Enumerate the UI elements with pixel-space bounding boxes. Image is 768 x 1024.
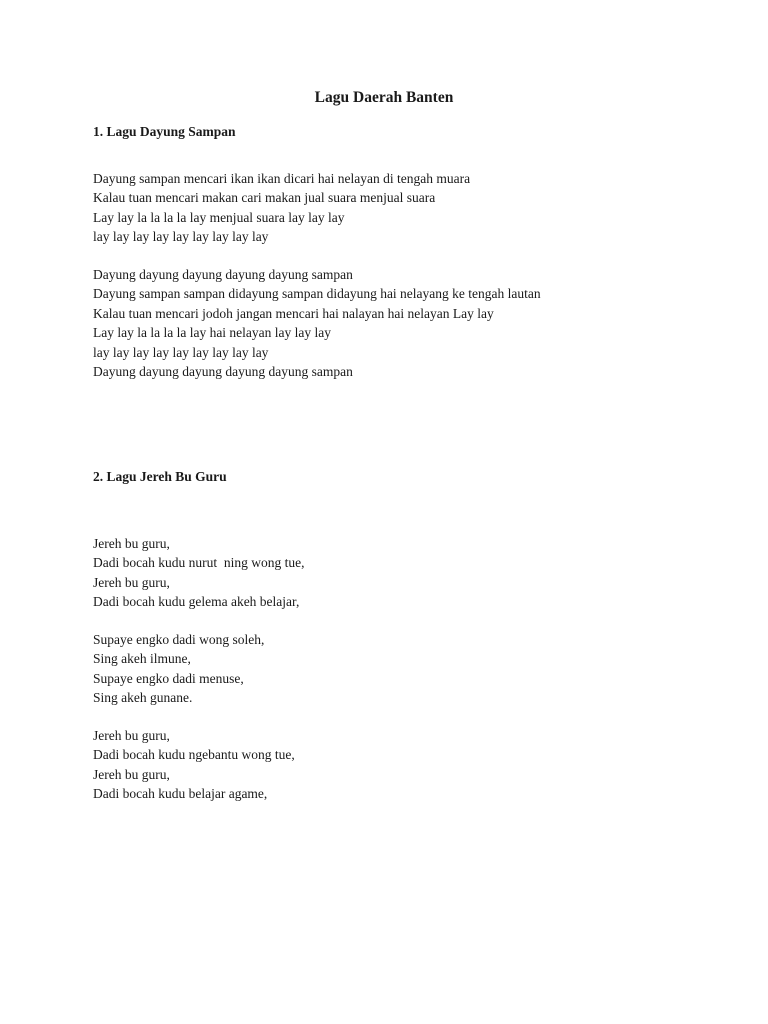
lyric-line: Lay lay la la la la lay hai nelayan lay lay lay — [93, 325, 332, 341]
section-heading-jereh-bu-guru: 2. Lagu Jereh Bu Guru — [93, 469, 227, 484]
lyric-line: Dadi bocah kudu nurut ning wong tue, — [93, 555, 305, 571]
lyric-line: Lay lay la la la la lay menjual suara lay lay lay — [93, 209, 345, 225]
lyric-line: Kalau tuan mencari makan cari makan jual suara menjual suara — [93, 190, 436, 206]
section-heading-dayung-sampan: 1. Lagu Dayung Sampan — [93, 124, 236, 139]
lyric-line: Supaye engko dadi wong soleh, — [93, 632, 265, 647]
lyric-line: Kalau tuan mencari jodoh jangan mencari hai nalayan hai nelayan Lay lay — [93, 305, 494, 321]
lyric-line: Dayung dayung dayung dayung dayung sampan — [93, 363, 353, 379]
lyric-line: Jereh bu guru, — [93, 574, 170, 590]
lyric-line: Jereh bu guru, — [93, 766, 170, 782]
lyric-line: Dayung sampan sampan didayung sampan didayung hai nelayang ke tengah lautan — [93, 286, 541, 302]
lyric-line: Jereh bu guru, — [93, 536, 170, 551]
lyric-line: Dadi bocah kudu gelema akeh belajar, — [93, 594, 300, 610]
lyric-line: Dadi bocah kudu belajar agame, — [93, 786, 268, 802]
lyrics-stanza — [93, 169, 470, 247]
lyric-line: Jereh bu guru, — [93, 728, 170, 743]
lyrics-stanza — [93, 726, 295, 804]
lyrics-stanza — [93, 265, 541, 381]
lyric-line: Supaye engko dadi menuse, — [93, 670, 244, 686]
lyrics-stanza — [93, 630, 264, 708]
lyric-line: Dayung sampan mencari ikan ikan dicari hai nelayan di tengah muara — [93, 171, 471, 186]
lyric-line: Sing akeh ilmune, — [93, 651, 191, 667]
lyric-line: lay lay lay lay lay lay lay lay lay — [93, 229, 269, 245]
lyric-line: lay lay lay lay lay lay lay lay lay — [93, 344, 269, 360]
lyrics-stanza — [93, 534, 304, 612]
document-title: Lagu Daerah Banten — [314, 89, 454, 106]
lyric-line: Sing akeh gunane. — [93, 690, 193, 706]
lyric-line: Dadi bocah kudu ngebantu wong tue, — [93, 747, 295, 763]
lyric-line: Dayung dayung dayung dayung dayung sampan — [93, 267, 353, 282]
